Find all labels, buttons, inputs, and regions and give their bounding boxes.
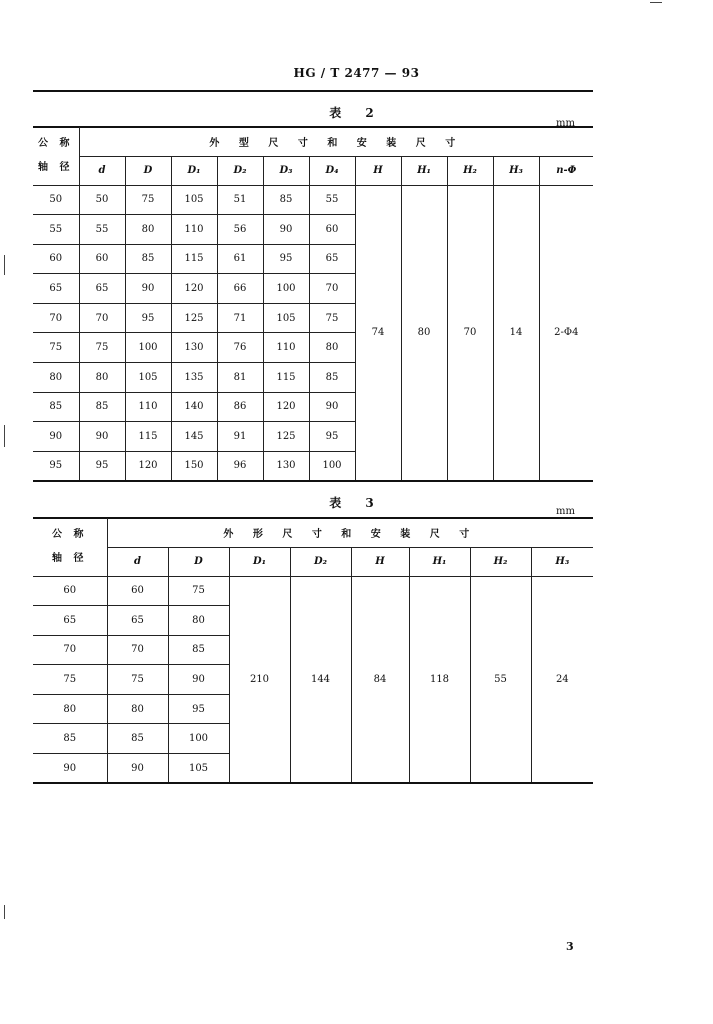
table2-nominal-cell: 60: [33, 244, 79, 274]
table2-cell: 90: [263, 215, 309, 245]
table2-cell: 70: [309, 274, 355, 304]
table2-cell: 115: [263, 363, 309, 393]
table2-cell: 135: [171, 363, 217, 393]
table3-nominal-cell: 60: [33, 576, 107, 606]
header-rule: [33, 90, 593, 92]
table2-cell: 90: [79, 422, 125, 452]
table2-col-header: H: [355, 156, 401, 185]
table2-caption: 表 2: [329, 106, 384, 120]
table3-col-header: H₂: [470, 547, 531, 576]
table2-cell: 85: [125, 244, 171, 274]
table3-cell: 85: [168, 635, 229, 665]
table2-nominal-cell: 50: [33, 185, 79, 215]
table3-cell: 75: [107, 665, 168, 695]
table3-group-header: 外 形 尺 寸 和 安 装 尺 寸: [107, 518, 593, 547]
table2-col-header: D₂: [217, 156, 263, 185]
table2-cell: 55: [309, 185, 355, 215]
table3-cell: 80: [168, 606, 229, 636]
table2-cell: 85: [79, 392, 125, 422]
table2-col-header: n-Φ: [539, 156, 593, 185]
table2-col-header: d: [79, 156, 125, 185]
table2-cell: 56: [217, 215, 263, 245]
table3-cell: 105: [168, 754, 229, 784]
table2-cell: 125: [263, 422, 309, 452]
table2-cell: 85: [263, 185, 309, 215]
table2-cell: 90: [125, 274, 171, 304]
table2-nominal-cell: 55: [33, 215, 79, 245]
table2-col-header: D₄: [309, 156, 355, 185]
scan-mark: [4, 905, 5, 919]
table2-cell: 115: [171, 244, 217, 274]
table2-merged-cell: 74: [355, 185, 401, 481]
table3-cell: 60: [107, 576, 168, 606]
table2-cell: 75: [309, 303, 355, 333]
table2-nominal-cell: 75: [33, 333, 79, 363]
table3-col-header: D: [168, 547, 229, 576]
table2-col-header: D₃: [263, 156, 309, 185]
table2-nominal-cell: 90: [33, 422, 79, 452]
table3-col-header: d: [107, 547, 168, 576]
table2-cell: 100: [263, 274, 309, 304]
table2-cell: 130: [171, 333, 217, 363]
table3-unit: mm: [556, 506, 575, 517]
table2-cell: 66: [217, 274, 263, 304]
table3: [33, 518, 593, 784]
table3-cell: 85: [107, 724, 168, 754]
table3-merged-cell: 118: [409, 576, 470, 783]
table2-cell: 80: [79, 363, 125, 393]
table2-merged-cell: 80: [401, 185, 447, 481]
table3-nominal-cell: 70: [33, 635, 107, 665]
table2-cell: 130: [263, 451, 309, 481]
table2-cell: 105: [125, 363, 171, 393]
table3-nominal-cell: 85: [33, 724, 107, 754]
table2-cell: 120: [125, 451, 171, 481]
table2-cell: 110: [263, 333, 309, 363]
table2-cell: 115: [125, 422, 171, 452]
table2-cell: 150: [171, 451, 217, 481]
table2-cell: 95: [125, 303, 171, 333]
scan-mark: [4, 425, 5, 447]
table2-cell: 120: [263, 392, 309, 422]
table2-cell: 76: [217, 333, 263, 363]
table3-merged-cell: 144: [290, 576, 351, 783]
table2-cell: 55: [79, 215, 125, 245]
table3-cell: 90: [107, 754, 168, 784]
table2-group-header: 外 型 尺 寸 和 安 装 尺 寸: [79, 127, 593, 156]
table2-nominal-label-line2: 轴 径: [38, 161, 74, 173]
table2-cell: 95: [309, 422, 355, 452]
table3-caption: 表 3: [329, 496, 384, 510]
table2-cell: 95: [79, 451, 125, 481]
table2-col-header: H₁: [401, 156, 447, 185]
table2-cell: 80: [125, 215, 171, 245]
table3-merged-cell: 24: [531, 576, 593, 783]
table2-cell: 105: [171, 185, 217, 215]
table3-cell: 95: [168, 694, 229, 724]
table3-col-header: H₁: [409, 547, 470, 576]
table-row: [33, 185, 593, 215]
table2-nominal-cell: 65: [33, 274, 79, 304]
table2-cell: 50: [79, 185, 125, 215]
table3-cell: 90: [168, 665, 229, 695]
table3-cell: 75: [168, 576, 229, 606]
table2-merged-cell: 70: [447, 185, 493, 481]
table3-cell: 100: [168, 724, 229, 754]
table2-col-header: D₁: [171, 156, 217, 185]
scan-mark: [4, 255, 5, 275]
table2-cell: 60: [309, 215, 355, 245]
table3-cell: 80: [107, 694, 168, 724]
table3-nominal-cell: 65: [33, 606, 107, 636]
table2-cell: 75: [79, 333, 125, 363]
table2-col-header: H₂: [447, 156, 493, 185]
table2-col-header: H₃: [493, 156, 539, 185]
table2-cell: 125: [171, 303, 217, 333]
table3-cell: 70: [107, 635, 168, 665]
table3-nominal-cell: 80: [33, 694, 107, 724]
table2-cell: 110: [171, 215, 217, 245]
table2-merged-cell: 2-Φ4: [539, 185, 593, 481]
table2-cell: 60: [79, 244, 125, 274]
table2-cell: 85: [309, 363, 355, 393]
table2-cell: 100: [125, 333, 171, 363]
table2-cell: 90: [309, 392, 355, 422]
table2-cell: 140: [171, 392, 217, 422]
table2-cell: 95: [263, 244, 309, 274]
table3-column-header-row: [33, 547, 593, 576]
scan-mark: [650, 2, 662, 3]
table2-cell: 145: [171, 422, 217, 452]
table3-merged-cell: 55: [470, 576, 531, 783]
table2-cell: 110: [125, 392, 171, 422]
table3-col-header: D₁: [229, 547, 290, 576]
table3-nominal-cell: 90: [33, 754, 107, 784]
table2-cell: 120: [171, 274, 217, 304]
table2: [33, 127, 593, 482]
table3-col-header: H: [351, 547, 409, 576]
table2-merged-cell: 14: [493, 185, 539, 481]
table2-nominal-cell: 80: [33, 363, 79, 393]
table2-cell: 61: [217, 244, 263, 274]
table2-cell: 75: [125, 185, 171, 215]
table2-cell: 70: [79, 303, 125, 333]
table2-nominal-cell: 70: [33, 303, 79, 333]
table2-unit: mm: [556, 118, 575, 129]
page-number: 3: [566, 940, 574, 953]
standard-number-header: HG / T 2477 — 93: [293, 66, 420, 80]
table3-col-header: H₃: [531, 547, 593, 576]
table3-nominal-header: [33, 518, 107, 576]
table2-nominal-header: [33, 127, 79, 185]
table2-cell: 105: [263, 303, 309, 333]
table-row: [33, 576, 593, 606]
table3-col-header: D₂: [290, 547, 351, 576]
table2-cell: 81: [217, 363, 263, 393]
table2-cell: 51: [217, 185, 263, 215]
table2-column-header-row: [33, 156, 593, 185]
table3-nominal-cell: 75: [33, 665, 107, 695]
table2-cell: 91: [217, 422, 263, 452]
table3-nominal-label-line1: 公 称: [52, 528, 88, 540]
table2-cell: 96: [217, 451, 263, 481]
table3-merged-cell: 210: [229, 576, 290, 783]
table2-nominal-label-line1: 公 称: [38, 137, 74, 149]
table2-cell: 71: [217, 303, 263, 333]
table2-nominal-cell: 85: [33, 392, 79, 422]
table2-cell: 100: [309, 451, 355, 481]
table3-merged-cell: 84: [351, 576, 409, 783]
table2-cell: 65: [309, 244, 355, 274]
table2-cell: 86: [217, 392, 263, 422]
table3-cell: 65: [107, 606, 168, 636]
table2-col-header: D: [125, 156, 171, 185]
table2-cell: 80: [309, 333, 355, 363]
table2-cell: 65: [79, 274, 125, 304]
table3-nominal-label-line2: 轴 径: [52, 552, 88, 564]
table2-nominal-cell: 95: [33, 451, 79, 481]
